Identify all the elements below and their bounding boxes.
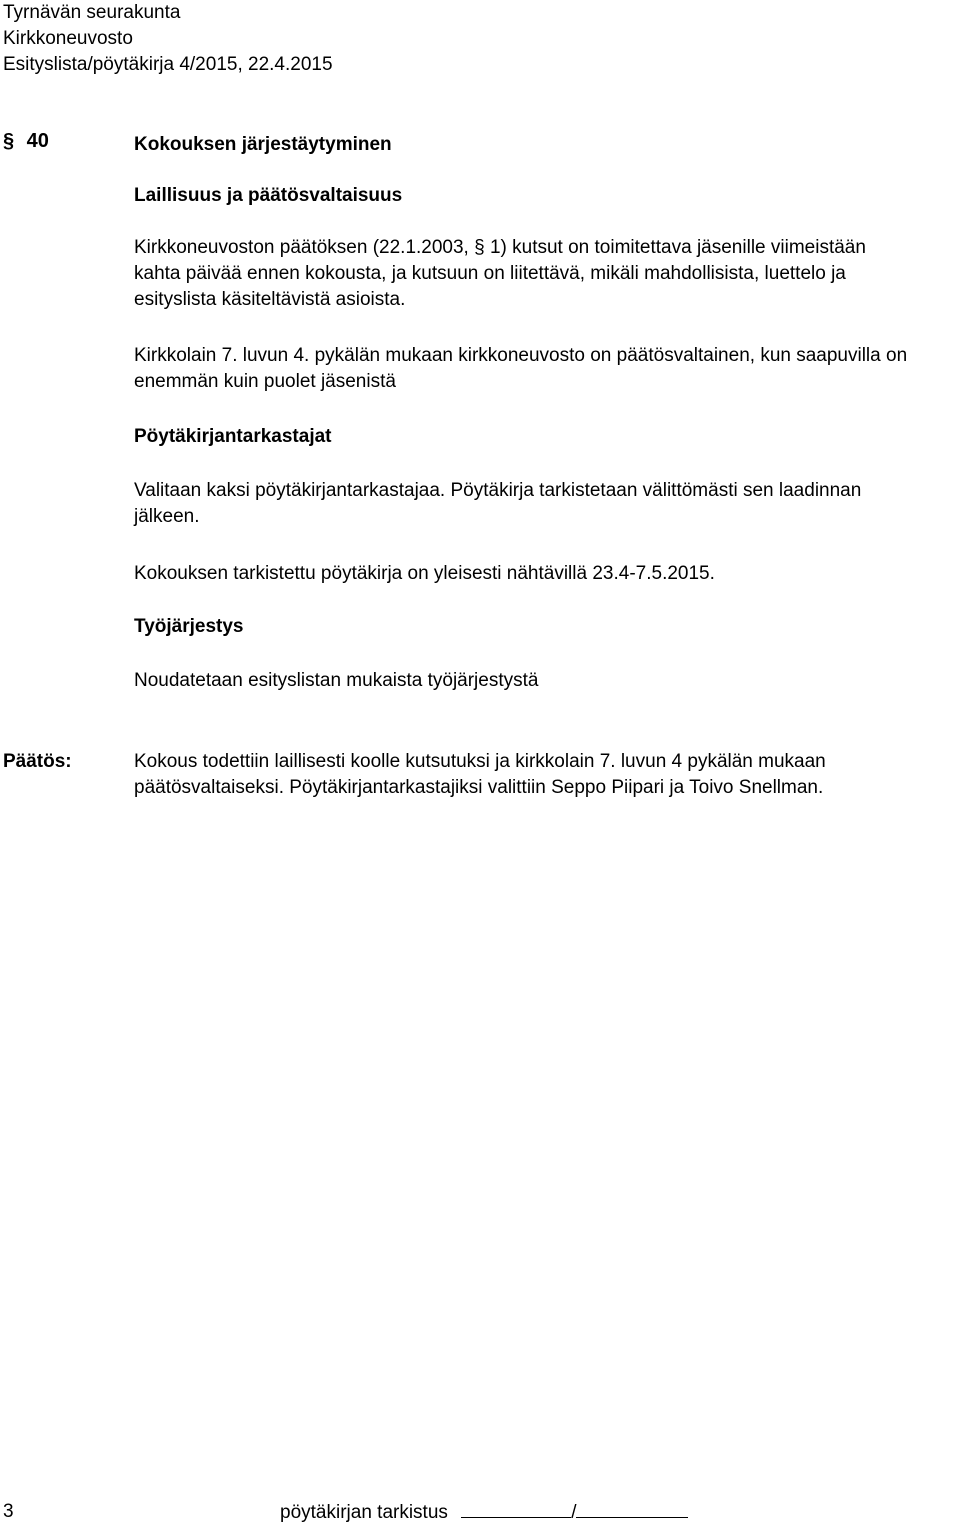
- agenda-paragraph: Noudatetaan esityslistan mukaista työjärjestystä: [134, 670, 539, 691]
- header-organization: Tyrnävän seurakunta: [3, 2, 181, 23]
- header-body: Kirkkoneuvosto: [3, 28, 133, 49]
- agenda-heading: Työjärjestys: [134, 616, 244, 637]
- reviewers-paragraph-2: Kokouksen tarkistettu pöytäkirja on yleisesti nähtävillä 23.4-7.5.2015.: [134, 563, 715, 584]
- reviewers-paragraph-1: [134, 478, 934, 530]
- quorum-paragraph-1: [134, 235, 934, 313]
- decision-text: [134, 749, 934, 801]
- page-number: 3: [3, 1501, 14, 1522]
- decision-line2: päätösvaltaiseksi. Pöytäkirjantarkastajiksi valittiin Seppo Piipari ja Toivo Snellman.: [134, 777, 824, 798]
- section-symbol: §: [3, 130, 15, 152]
- section-heading: [3, 130, 49, 153]
- quorum-heading: Laillisuus ja päätösvaltaisuus: [134, 185, 403, 206]
- decision-line1: Kokous todettiin laillisesti koolle kutsutuksi ja kirkkolain 7. luvun 4 pykälän mukaan: [134, 751, 826, 772]
- signature-separator: /: [571, 1502, 577, 1523]
- quorum-para1-line1: Kirkkoneuvoston päätöksen (22.1.2003, § 1) kutsut on toimitettava jäsenille viimeistään: [134, 237, 866, 258]
- quorum-para2-line1: Kirkkolain 7. luvun 4. pykälän mukaan kirkkoneuvosto on päätösvaltainen, kun saapuvilla on: [134, 345, 908, 366]
- reviewers-heading: Pöytäkirjantarkastajat: [134, 426, 332, 447]
- header-document: Esityslista/pöytäkirja 4/2015, 22.4.2015: [3, 54, 333, 75]
- signature-line-2: [576, 1499, 688, 1518]
- signature-line-1: [461, 1499, 571, 1518]
- quorum-paragraph-2: [134, 343, 934, 395]
- quorum-para1-line3: esityslista käsiteltävistä asioista.: [134, 289, 406, 310]
- signature-check-row: [280, 1499, 688, 1526]
- section-title: Kokouksen järjestäytyminen: [134, 134, 392, 155]
- quorum-para2-line2: enemmän kuin puolet jäsenistä: [134, 371, 396, 392]
- quorum-para1-line2: kahta päivää ennen kokousta, ja kutsuun on liitettävä, mikäli mahdollisista, luettelo ja: [134, 263, 846, 284]
- reviewers-para1-line1: Valitaan kaksi pöytäkirjantarkastajaa. Pöytäkirja tarkistetaan välittömästi sen laadinnan: [134, 480, 862, 501]
- reviewers-para1-line2: jälkeen.: [134, 506, 200, 527]
- section-number: 40: [26, 130, 49, 152]
- decision-label: Päätös:: [3, 751, 72, 772]
- check-label: pöytäkirjan tarkistus: [280, 1502, 448, 1523]
